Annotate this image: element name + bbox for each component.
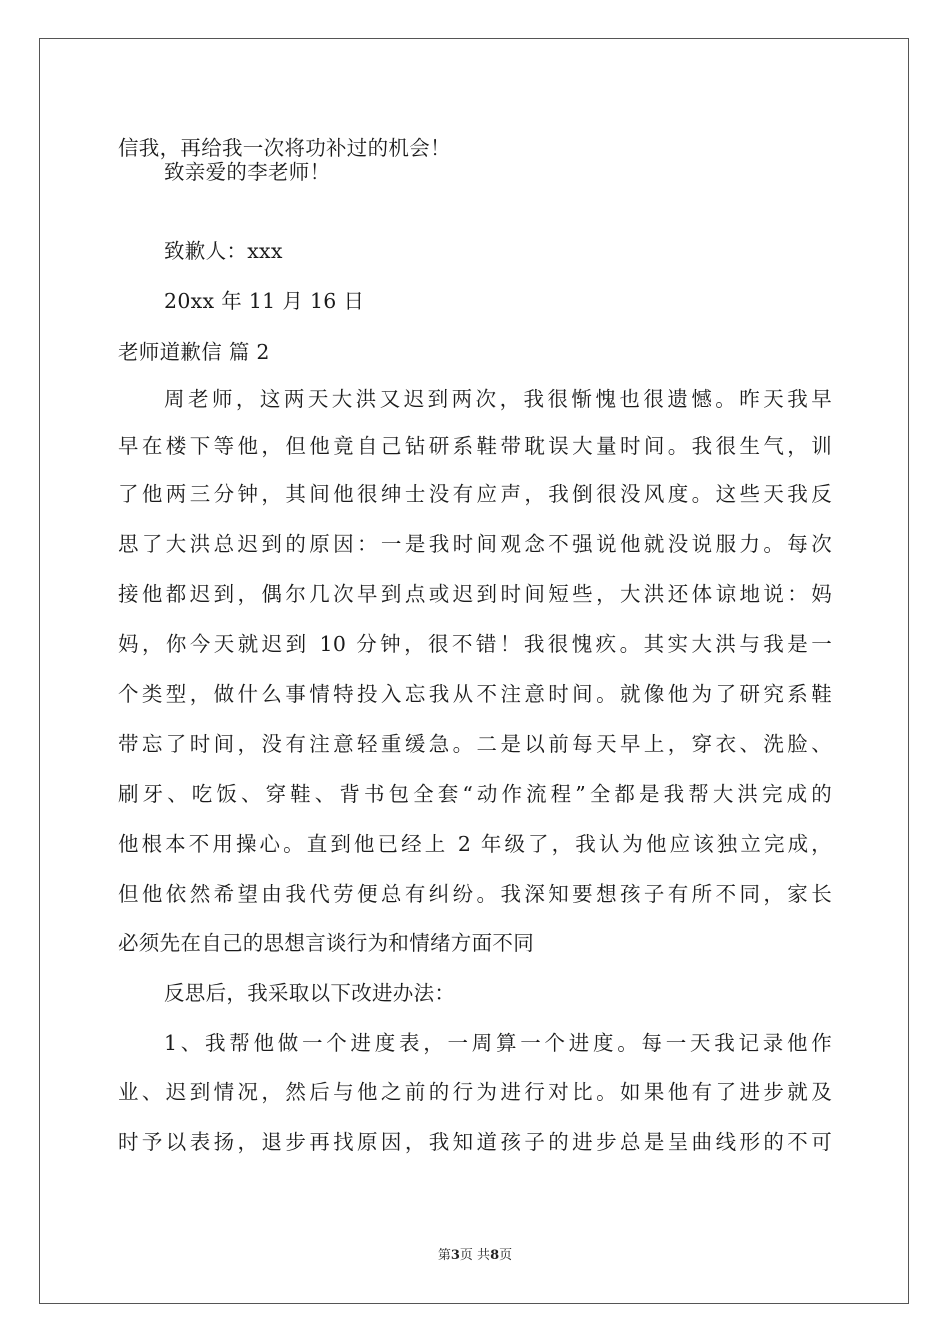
- closing-salutation: 致亲爱的李老师！: [164, 160, 331, 184]
- paragraph-line: 个类型，做什么事情特投入忘我从不注意时间。就像他为了研究系鞋: [118, 682, 832, 706]
- paragraph-line: 1、我帮他做一个进度表，一周算一个进度。每一天我记录他作: [164, 1031, 832, 1055]
- paragraph-line: 早在楼下等他，但他竟自己钻研系鞋带耽误大量时间。我很生气，训: [118, 434, 832, 458]
- signature-line: 致歉人：xxx: [164, 239, 283, 263]
- paragraph-line: 接他都迟到，偶尔几次早到点或迟到时间短些，大洪还体谅地说：妈: [118, 582, 832, 606]
- paragraph-line: 必须先在自己的思想言谈行为和情绪方面不同: [118, 931, 534, 955]
- footer-prefix: 第: [437, 1248, 451, 1263]
- paragraph-line: 妈，你今天就迟到 10 分钟，很不错！我很愧疚。其实大洪与我是一: [118, 632, 832, 656]
- paragraph-line: 时予以表扬，退步再找原因，我知道孩子的进步总是呈曲线形的不可: [118, 1130, 832, 1154]
- text-line: 信我，再给我一次将功补过的机会！: [118, 136, 451, 160]
- footer-current-page: 3: [450, 1248, 460, 1263]
- footer-middle: 页 共: [459, 1248, 491, 1263]
- paragraph-line: 了他两三分钟，其间他很绅士没有应声，我倒很没风度。这些天我反: [118, 482, 832, 506]
- footer-total-pages: 8: [490, 1248, 500, 1263]
- paragraph-line: 周老师，这两天大洪又迟到两次，我很惭愧也很遗憾。昨天我早: [164, 387, 832, 411]
- page-border: [39, 38, 909, 1304]
- paragraph-line: 思了大洪总迟到的原因：一是我时间观念不强说他就没说服力。每次: [118, 532, 832, 556]
- footer-suffix: 页: [499, 1248, 513, 1263]
- paragraph-line: 带忘了时间，没有注意轻重缓急。二是以前每天早上，穿衣、洗脸、: [118, 732, 832, 756]
- page-footer: [0, 1247, 950, 1265]
- paragraph-line: 反思后，我采取以下改进办法：: [164, 981, 456, 1005]
- paragraph-line: 但他依然希望由我代劳便总有纠纷。我深知要想孩子有所不同，家长: [118, 882, 832, 906]
- paragraph-line: 他根本不用操心。直到他已经上 2 年级了，我认为他应该独立完成，: [118, 832, 832, 856]
- section-heading: 老师道歉信 篇 2: [118, 340, 270, 364]
- date-line: 20xx 年 11 月 16 日: [164, 289, 365, 313]
- paragraph-line: 业、迟到情况，然后与他之前的行为进行对比。如果他有了进步就及: [118, 1080, 832, 1104]
- paragraph-line: 刷牙、吃饭、穿鞋、背书包全套“动作流程”全都是我帮大洪完成的: [118, 782, 832, 806]
